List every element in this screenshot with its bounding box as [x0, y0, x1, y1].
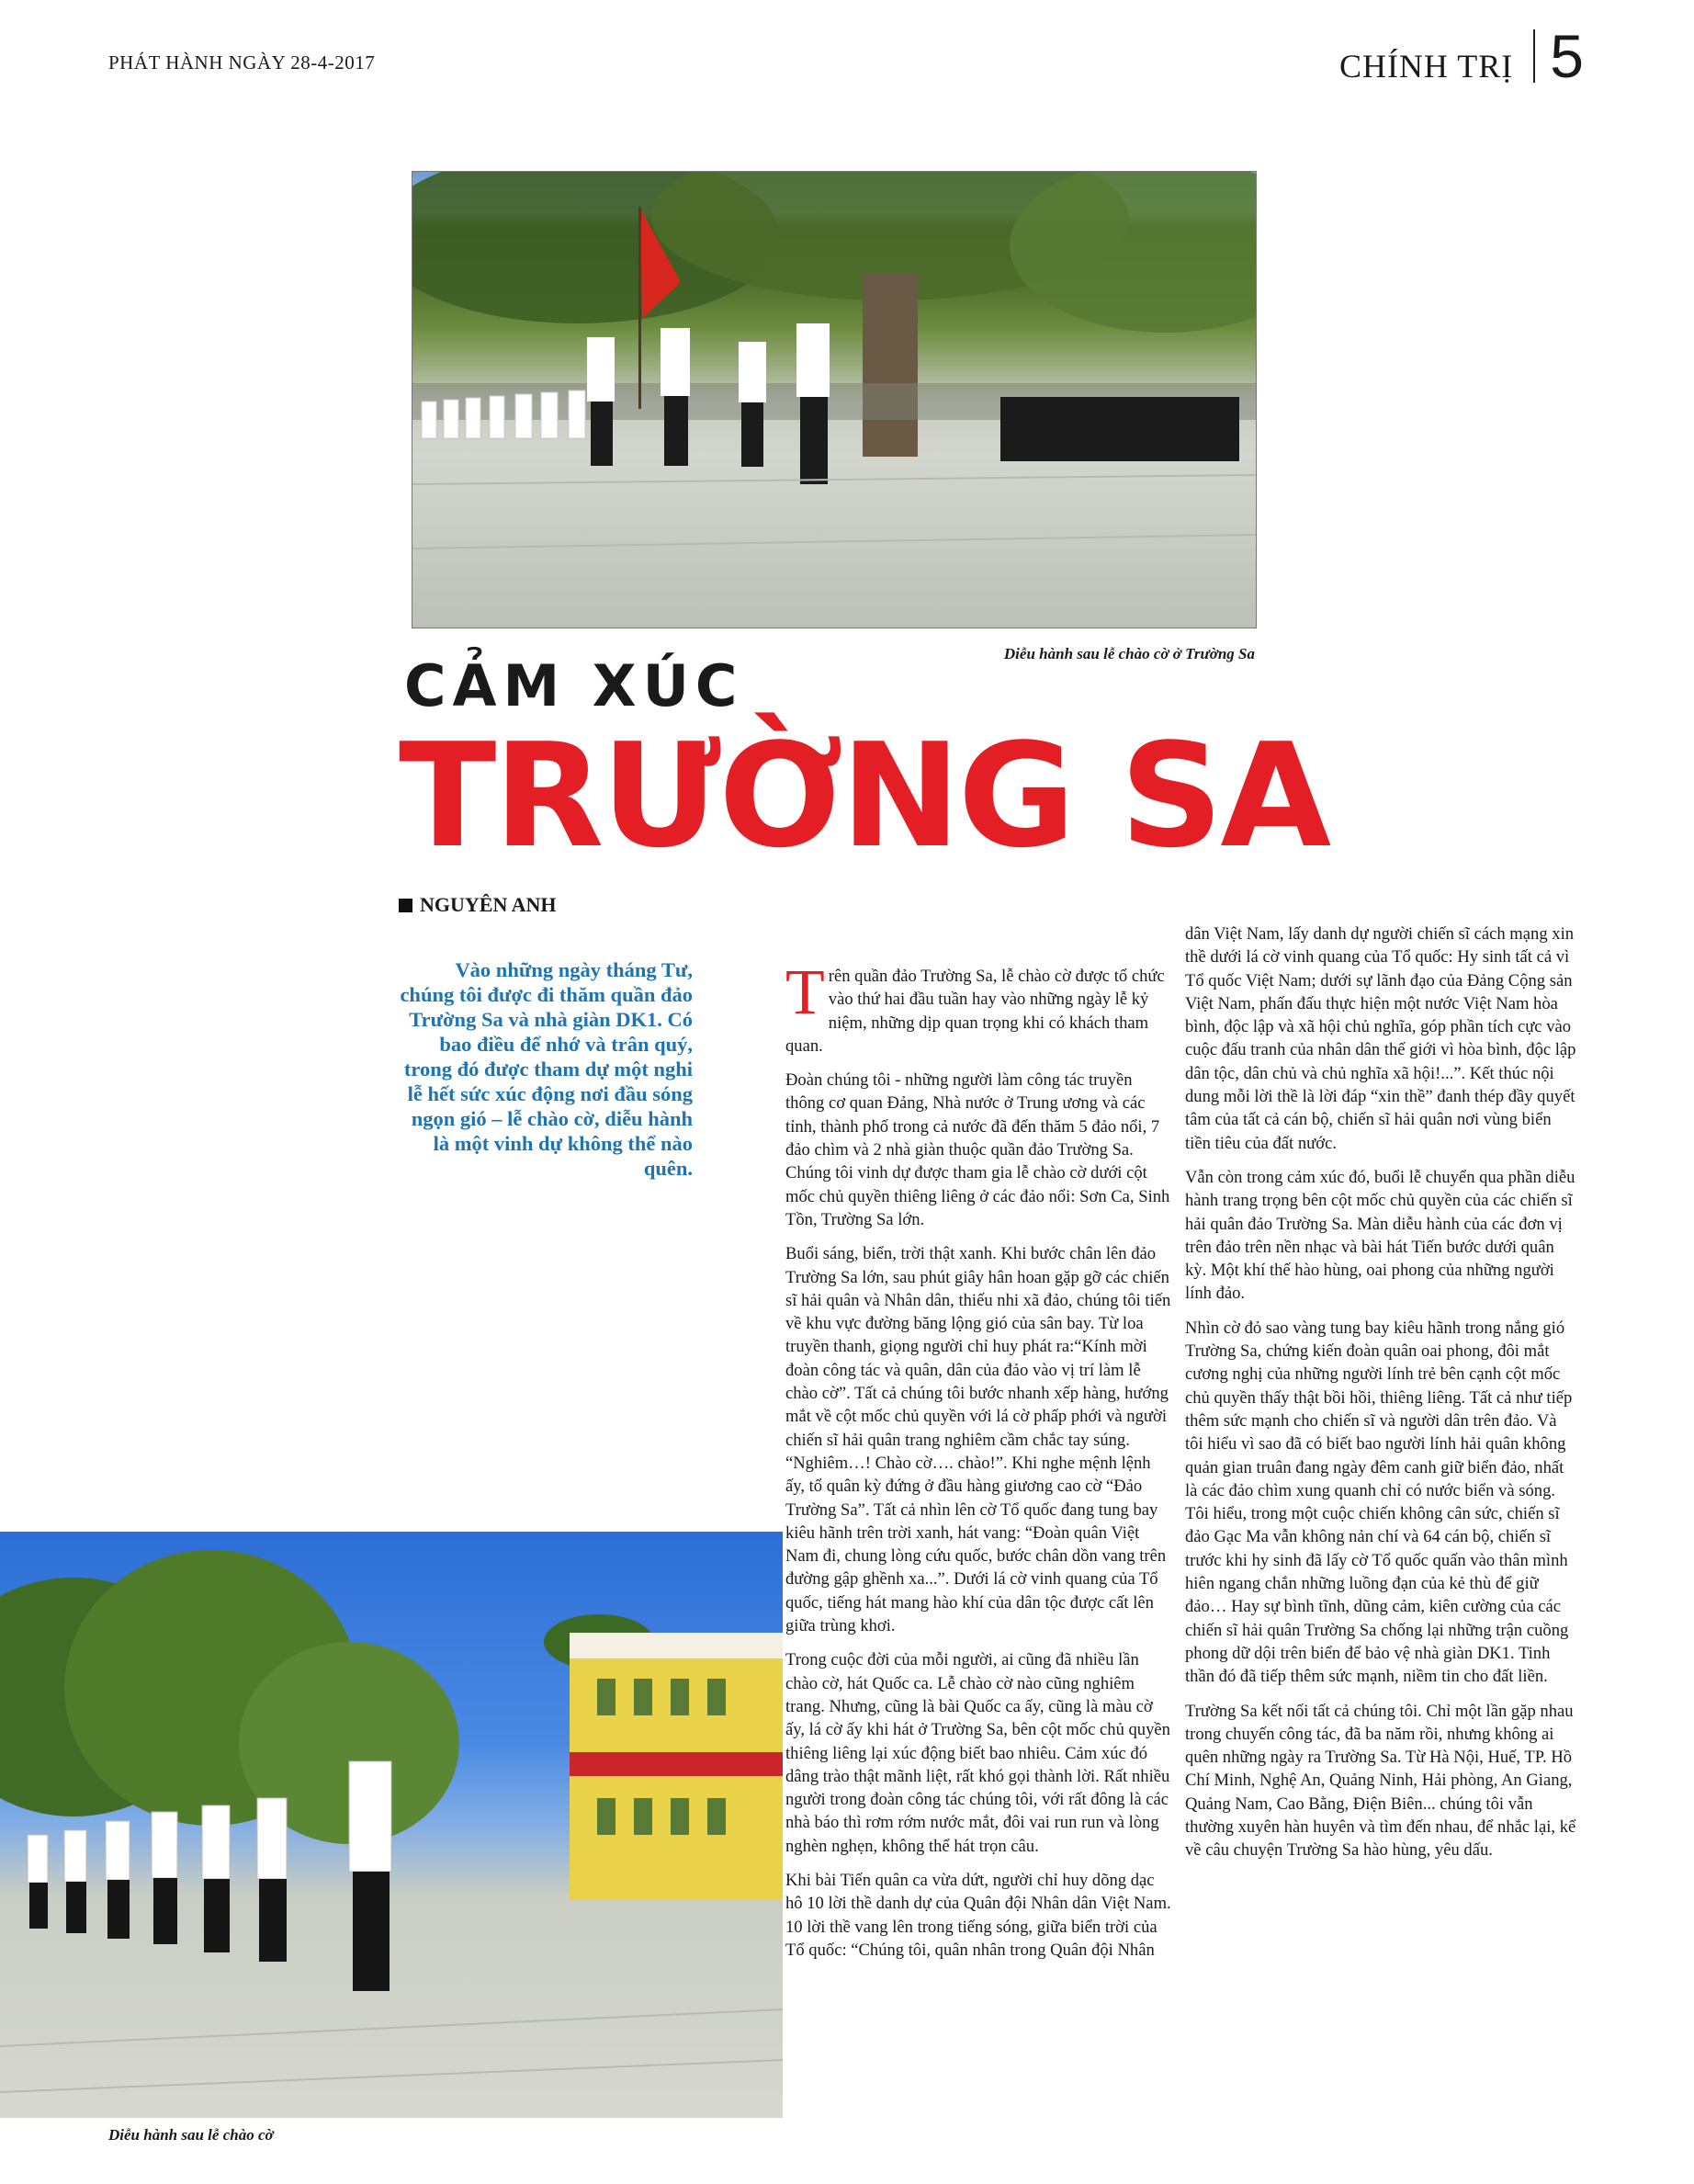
paragraph-text: rên quần đảo Trường Sa, lễ chào cờ được tổ chức vào thứ hai đầu tuần hay vào những ngày lễ kỷ niệm, những dịp quan trọng khi có khách tham quan. [785, 967, 1165, 1056]
section-title: CHÍNH TRỊ [1338, 48, 1514, 85]
photo-caption-bottom: Diễu hành sau lễ chào cờ [108, 2126, 274, 2144]
issue-date: PHÁT HÀNH NGÀY 28-4-2017 [108, 51, 376, 74]
byline-square-icon [399, 899, 412, 912]
photo-caption-top: Diễu hành sau lễ chào cờ ở Trường Sa [1003, 645, 1255, 662]
section-heading [1338, 22, 1584, 90]
parade-photo-bottom [0, 1532, 783, 2118]
paragraph: Nhìn cờ đỏ sao vàng tung bay kiêu hãnh trong nắng gió Trường Sa, chứng kiến đoàn quân oai phong, đôi mắt cương nghị của những người lính trẻ bên cạnh cột mốc chủ quyền thấy thật bồi hồi, thiêng liêng. Tất cả như tiếp thêm sức mạnh cho chiến sĩ và người dân trên đảo. Và tôi hiểu vì sao đã có biết bao người lính hải quân không quản gian truân đang ngày đêm canh giữ biển đảo, nhất là các đảo chìm xung quanh chỉ có nước biển và sóng. Tôi hiểu, trong một cuộc chiến không cân sức, chiến sĩ đảo Gạc Ma vẫn không nản chí và 64 cán bộ, chiến sĩ trước khi hy sinh đã lấy cờ Tổ quốc quấn vào thân mình hiên ngang chắn những luồng đạn của kẻ thù để giữ đảo… Hay sự bình tĩnh, dũng cảm, kiên cường của các chiến sĩ hải quân Trường Sa chống lại những trận cuồng phong dữ dội trên biển để bảo vệ nhà giàn DK1. Tinh thần đó đã tiếp thêm sức mạnh, niềm tin cho đất liền. [1185, 1318, 1573, 1687]
parade-photo-top-illustration [412, 172, 1256, 628]
paragraph: Buổi sáng, biển, trời thật xanh. Khi bước chân lên đảo Trường Sa lớn, sau phút giây hân hoan gặp gỡ các chiến sĩ hải quân và Nhân dân, thiếu nhi xã đảo, chúng tôi tiến về khu vực đường băng lộng gió của sân bay. Từ loa truyền thanh, giọng người chỉ huy phát ra:“Kính mời đoàn công tác và quân, dân của đảo vào vị trí làm lễ chào cờ”. Tất cả chúng tôi bước nhanh xếp hàng, hướng mắt về cột mốc chủ quyền với lá cờ phấp phới và người chiến sĩ hải quân trang nghiêm cầm chắc tay súng. “Nghiêm…! Chào cờ…. chào!”. Khi nghe mệnh lệnh ấy, tổ quân kỳ đứng ở đầu hàng giương cao cờ “Đảo Trường Sa”. Tất cả nhìn lên cờ Tổ quốc đang tung bay kiêu hãnh trên trời xanh, hát vang: “Đoàn quân Việt Nam đi, chung lòng cứu quốc, bước chân dồn vang trên đường gập ghềnh xa...”. Dưới lá cờ vinh quang của Tổ quốc, tiếng hát mang hào khí của dân tộc được cất lên giữa trùng khơi. [785, 1244, 1171, 1636]
text-column-2 [1185, 922, 1578, 1873]
author-byline [399, 893, 557, 917]
paragraph: Trong cuộc đời của mỗi người, ai cũng đã nhiều lần chào cờ, hát Quốc ca. Lễ chào cờ nào cũng nghiêm trang. Nhưng, cũng là bài Quốc ca ấy, cũng là màu cờ ấy, lá cờ ấy khi hát ở Trường Sa, bên cột mốc chủ quyền thiêng liêng lại xúc động biết bao nhiêu. Cảm xúc đó dâng trào thật mãnh liệt, rất khó gọi thành lời. Rất nhiều người trong đoàn công tác chúng tôi, với rất đông là các nhà báo thì rơm rớm nước mắt, đôi vai run run và lòng nghèn nghẹn, không thể hát trọn câu. [785, 1650, 1170, 1856]
paragraph: dân Việt Nam, lấy danh dự người chiến sĩ cách mạng xin thề dưới lá cờ vinh quang của Tổ quốc: Hy sinh tất cả vì Tổ quốc Việt Nam; dưới sự lãnh đạo của Đảng Cộng sản Việt Nam, phấn đấu thực hiện một nước Việt Nam hòa bình, độc lập và xã hội chủ nghĩa, góp phần tích cực vào cuộc đấu tranh của nhân dân thế giới vì hòa bình, độc lập dân tộc, dân chủ và chủ nghĩa xã hội!...”. Kết thúc nội dung mỗi lời thề là lời đáp “xin thề” đanh thép đầy quyết tâm của tất cả cán bộ, chiến sĩ hải quân nơi vùng biển tiền tiêu của đất nước. [1185, 924, 1576, 1153]
author-name: NGUYÊN ANH [420, 893, 557, 916]
paragraph [785, 957, 1171, 1058]
paragraph: Đoàn chúng tôi - những người làm công tác truyền thông cơ quan Đảng, Nhà nước ở Trung ương và các tỉnh, thành phố trong cả nước đã đến thăm 5 đảo nổi, 7 đảo chìm và 2 nhà giàn thuộc quần đảo Trường Sa. Chúng tôi vinh dự được tham gia lễ chào cờ dưới cột mốc chủ quyền thiêng liêng ở các đảo nổi: Sơn Ca, Sinh Tồn, Trường Sa lớn. [785, 1070, 1170, 1229]
header-divider [1533, 29, 1535, 83]
article-title-kicker: CẢM XÚC [404, 652, 744, 719]
dropcap: T [785, 957, 825, 1028]
paragraph: Vẫn còn trong cảm xúc đó, buổi lễ chuyển qua phần diễu hành trang trọng bên cột mốc chủ quyền của các chiến sĩ hải quân đảo Trường Sa. Màn diễu hành của các đơn vị trên đảo trên nền nhạc và bài hát Tiến bước dưới quân kỳ. Một khí thế hào hùng, oai phong của những người lính đảo. [1185, 1167, 1575, 1304]
text-column-1 [785, 957, 1171, 1973]
parade-photo-top [412, 171, 1257, 628]
article-lead: Vào những ngày tháng Tư, chúng tôi được đi thăm quần đảo Trường Sa và nhà giàn DK1. Có bao điều để nhớ và trân quý, trong đó được tham dự một nghi lễ hết sức xúc động nơi đầu sóng ngọn gió – lễ chào cờ, diễu hành là một vinh dự không thể nào quên. [400, 958, 693, 1180]
paragraph: Khi bài Tiến quân ca vừa dứt, người chỉ huy dõng dạc hô 10 lời thề danh dự của Quân đội Nhân dân Việt Nam. 10 lời thề vang lên trong tiếng sóng, giữa biển trời của Tổ quốc: “Chúng tôi, quân nhân trong Quân đội Nhân [785, 1870, 1171, 1960]
paragraph: Trường Sa kết nối tất cả chúng tôi. Chỉ một lần gặp nhau trong chuyến công tác, đã ba năm rồi, nhưng không ai quên những ngày ra Trường Sa. Từ Hà Nội, Huế, TP. Hồ Chí Minh, Nghệ An, Quảng Ninh, Hải phòng, An Giang, Quảng Nam, Cao Bằng, Điện Biên... chúng tôi vẫn thường xuyên hàn huyên và tìm đến nhau, để nhắc lại, kể về câu chuyện Trường Sa hào hùng, yêu dấu. [1185, 1701, 1576, 1861]
parade-photo-bottom-illustration [0, 1532, 783, 2118]
page-number: 5 [1550, 22, 1584, 90]
article-title: TRƯỜNG SA [399, 712, 1329, 879]
